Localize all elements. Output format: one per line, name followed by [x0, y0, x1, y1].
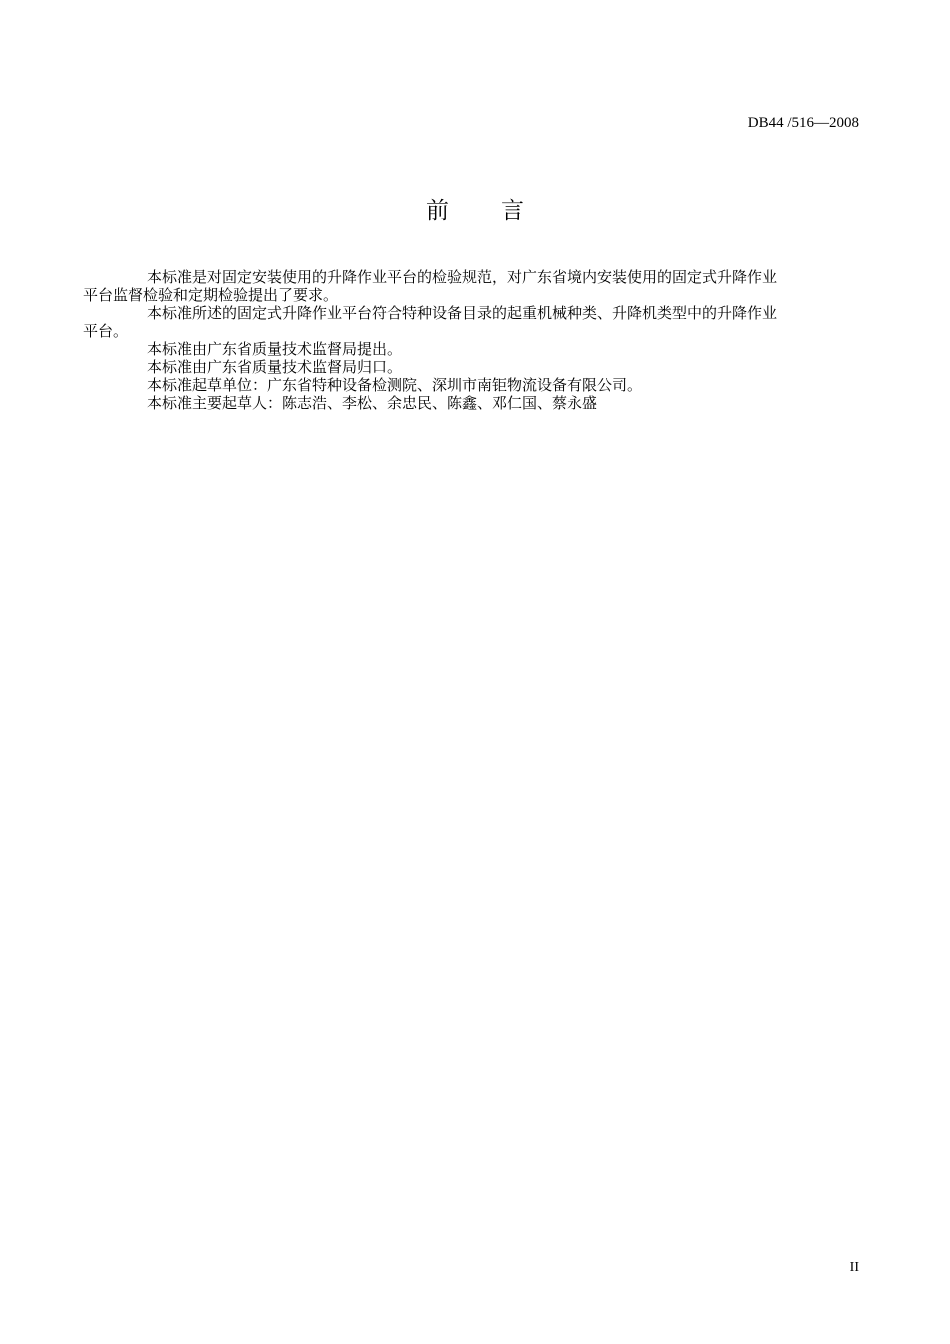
paragraph-proposed-by	[115, 340, 859, 358]
title-char-2: 言	[501, 198, 524, 224]
paragraph-line: 平台。	[83, 322, 129, 340]
paragraph-drafters	[115, 394, 859, 412]
paragraph-line: 本标准由广东省质量技术监督局归口。	[147, 358, 403, 376]
paragraph-scope	[83, 268, 859, 304]
paragraph-line: 本标准主要起草人：陈志浩、李松、余忠民、陈鑫、邓仁国、蔡永盛	[147, 394, 598, 412]
paragraph-line: 本标准是对固定安装使用的升降作业平台的检验规范，对广东省境内安装使用的固定式升降作业	[147, 268, 778, 286]
paragraph-line: 本标准起草单位：广东省特种设备检测院、深圳市南钜物流设备有限公司。	[147, 376, 643, 394]
foreword-body	[83, 268, 859, 412]
page-title	[0, 196, 950, 226]
standard-code: DB44 /516—2008	[747, 115, 859, 131]
paragraph-drafting-units	[115, 376, 859, 394]
paragraph-line: 平台监督检验和定期检验提出了要求。	[83, 286, 339, 304]
paragraph-classification	[83, 304, 859, 340]
title-char-1: 前	[426, 198, 449, 224]
paragraph-line: 本标准所述的固定式升降作业平台符合特种设备目录的起重机械种类、升降机类型中的升降作业	[147, 304, 778, 322]
page-number: II	[849, 1260, 859, 1275]
paragraph-managed-by	[115, 358, 859, 376]
paragraph-line: 本标准由广东省质量技术监督局提出。	[147, 340, 403, 358]
